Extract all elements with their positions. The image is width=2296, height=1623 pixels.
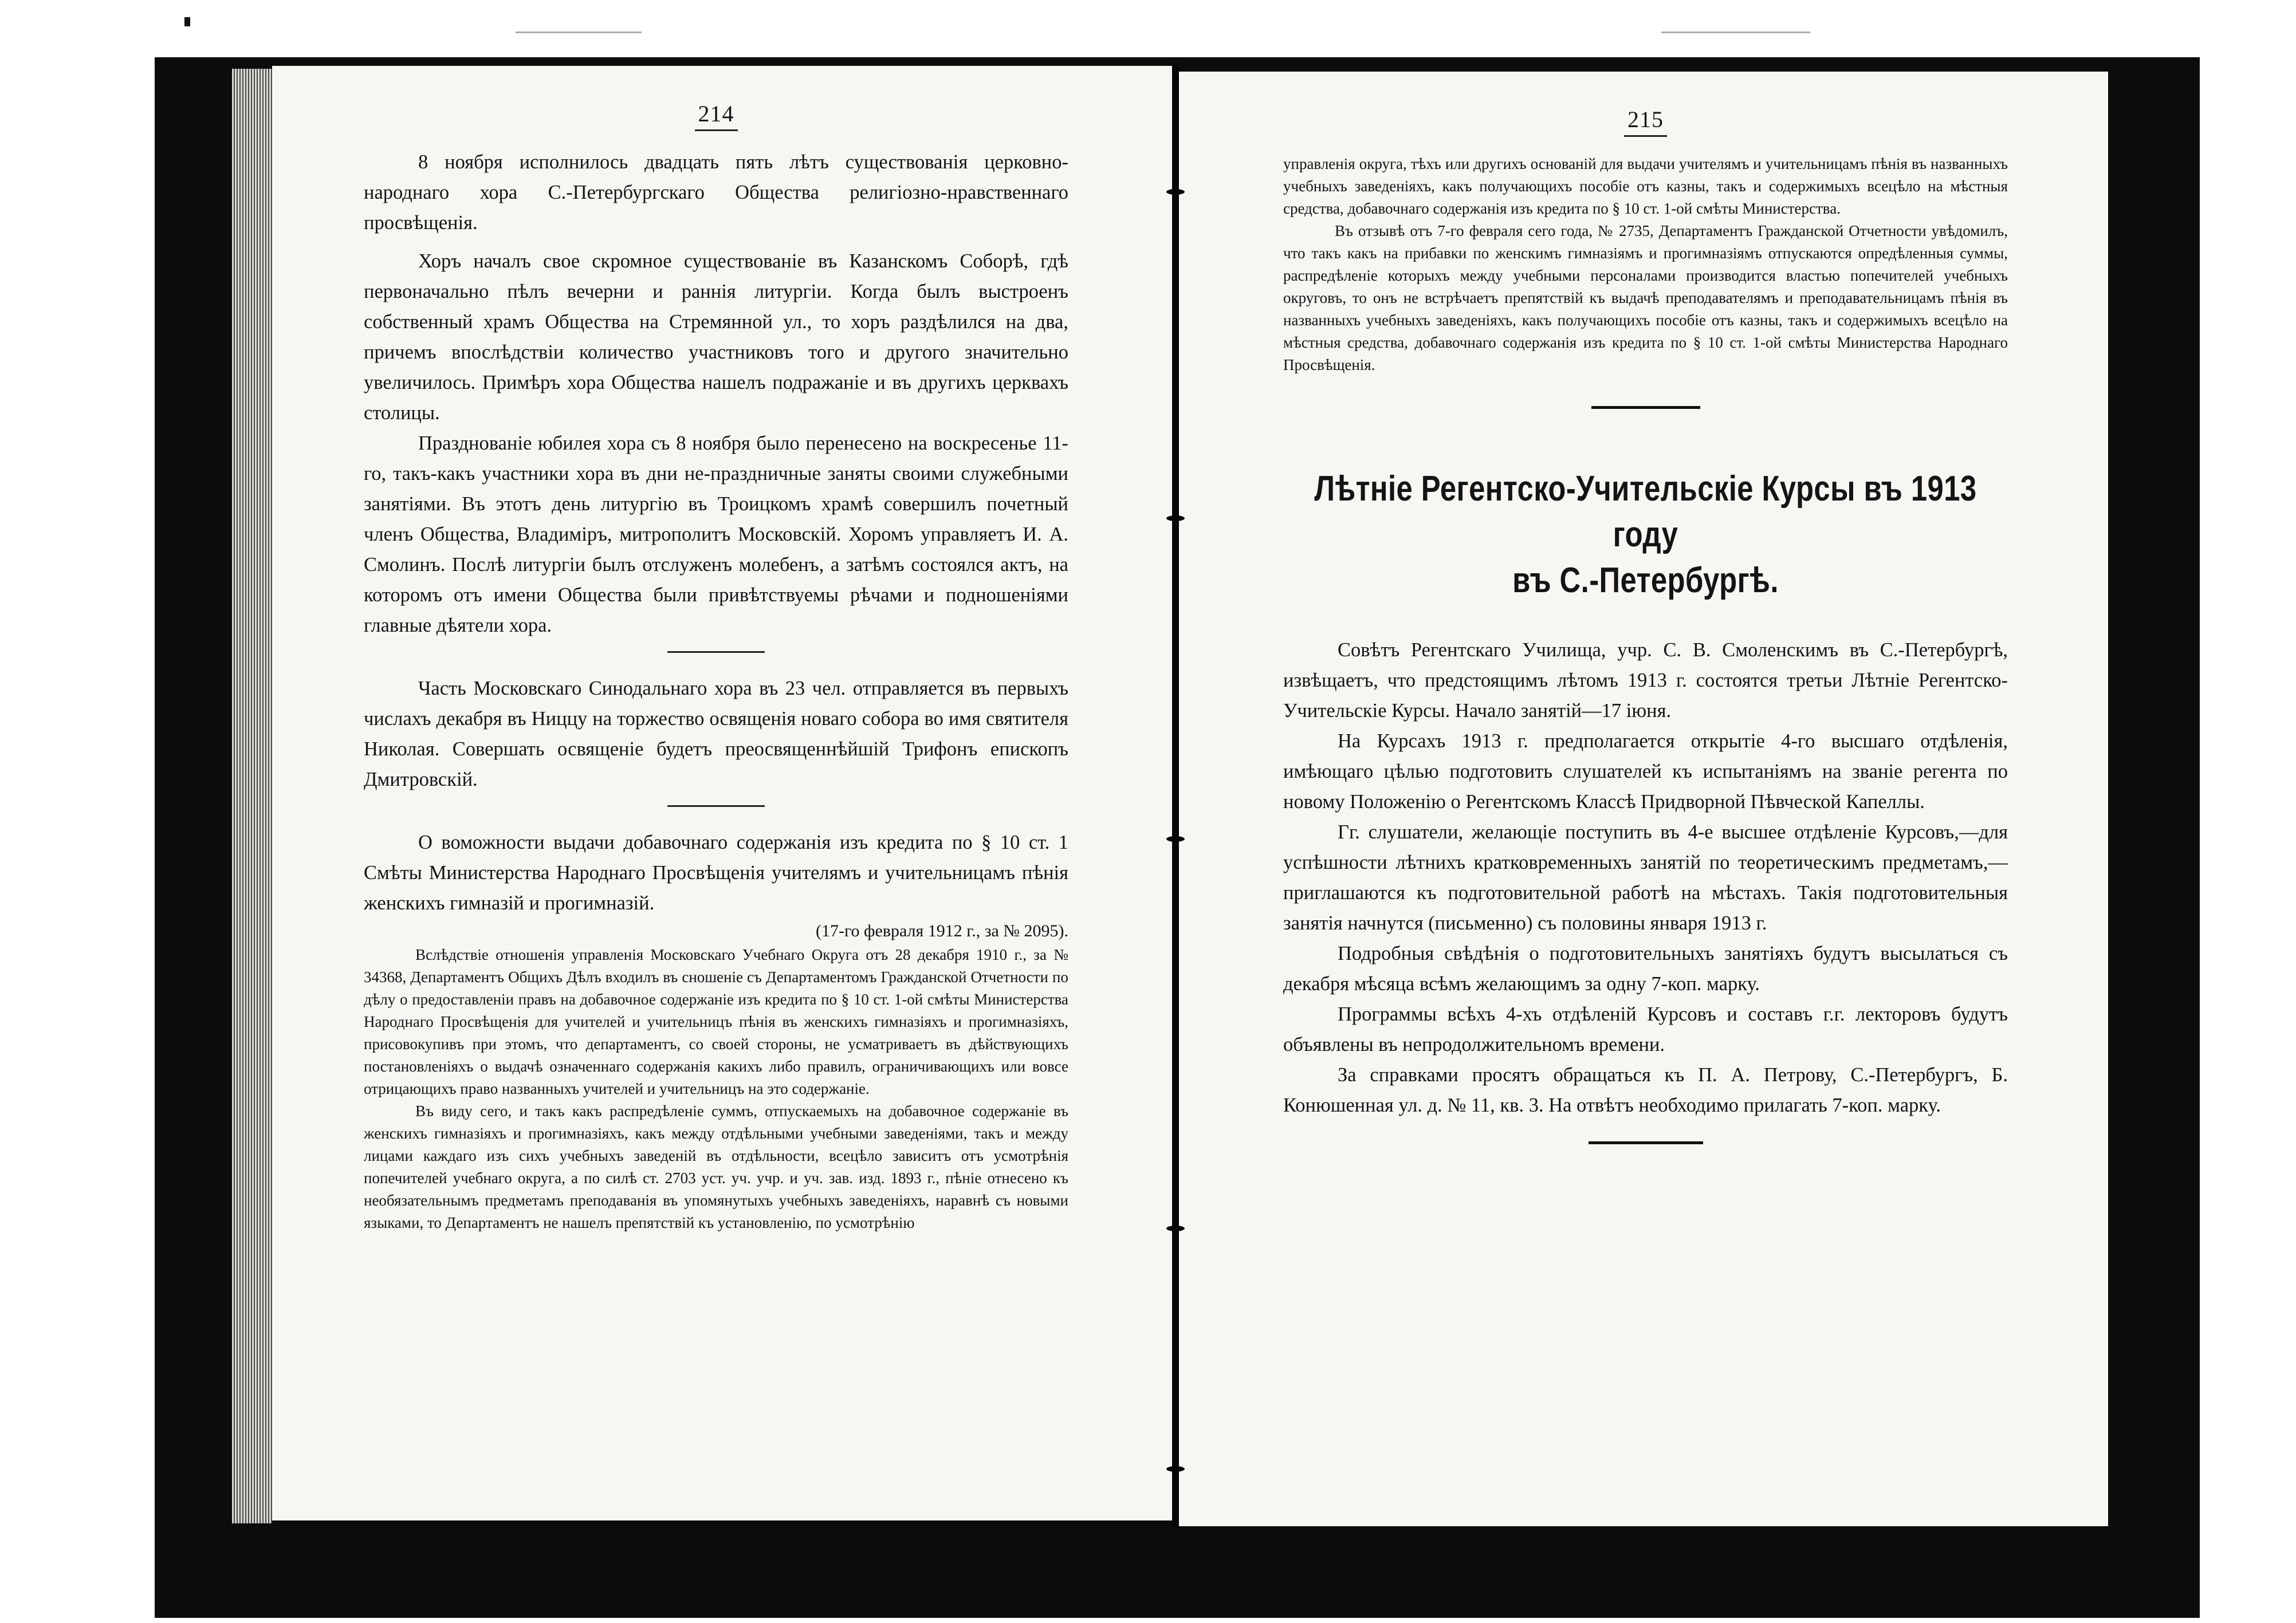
left-page (272, 66, 1174, 1520)
book-spine (1172, 63, 1179, 1529)
article-title: Лѣтніе Регентско-Учительскіе Курсы въ 1913 году въ С.-Петербургѣ. (1314, 469, 1977, 600)
paragraph: управленія округа, тѣхъ или другихъ основаній для выдачи учителямъ и учительницамъ пѣнія въ названныхъ учебныхъ заведеніяхъ, какъ получающихъ пособіе отъ казны, такъ и содержимыхъ всецѣло на мѣстныя средства, добавочнаго содержанія изъ кредита по § 10 ст. 1-ой смѣты Министерства. (1283, 155, 2008, 217)
paragraph: Программы всѣхъ 4-хъ отдѣленій Курсовъ и составъ г.г. лекторовъ будутъ объявлены въ непродолжительномъ времени. (1283, 1003, 2008, 1055)
paragraph: За справками просятъ обращаться къ П. А. Петрову, С.-Петербургъ, Б. Конюшенная ул. д. № 11, кв. 3. На отвѣтъ необходимо прилагать 7-коп. марку. (1283, 1064, 2008, 1116)
paragraph: Въ отзывѣ отъ 7-го февраля сего года, № 2735, Департаментъ Гражданской Отчетности увѣдомилъ, что такъ какъ на прибавки по женскимъ гимназіямъ и прогимназіямъ отпускаются опредѣленныя суммы, распредѣленіе которыхъ между учебными персоналами производится властью попечителей учебныхъ округовъ, то онъ не встрѣчаетъ препятствій къ выдачѣ преподавателямъ и преподавательницамъ пѣнія въ названныхъ учебныхъ заведеніяхъ, какъ получающихъ пособіе отъ казны, такъ и содержимыхъ всецѣло на мѣстныя средства, добавочнаго содержанія изъ кредита по § 10 ст. 1-ой смѣты Министерства Народнаго Просвѣщенія. (1283, 222, 2008, 373)
scan-mark (516, 31, 642, 33)
paragraph: Въ виду сего, и такъ какъ распредѣленіе суммъ, отпускаемыхъ на добавочное содержаніе въ женскихъ гимназіяхъ и прогимназіяхъ, какъ между отдѣльными учебными заведеніями, такъ и между лицами каждаго изъ сихъ учебныхъ заведеній въ отдѣльности, всецѣло зависитъ отъ усмотрѣнія попечителей учебнаго округа, а по силѣ ст. 2703 уст. уч. учр. и уч. зав. изд. 1893 г., пѣніе отнесено къ необязательнымъ предметамъ преподаванія въ упомянутыхъ учебныхъ заведеніяхъ, наравнѣ съ новыми языками, то Департаментъ не нашелъ препятствій къ установленію, по усмотрѣнію (364, 1102, 1068, 1231)
paragraph: Подробныя свѣдѣнія о подготовительныхъ занятіяхъ будутъ высылаться съ декабря мѣсяца всѣмъ желающимъ за одну 7-коп. марку. (1283, 943, 2008, 995)
paragraph: 8 ноября исполнилось двадцать пять лѣтъ существованія церковно-народнаго хора С.-Петербургскаго Общества религіозно-нравственнаго просвѣщенія. (364, 151, 1068, 234)
spine-stitch (1166, 189, 1185, 195)
paragraph: Гг. слушатели, желающіе поступить въ 4-е высшее отдѣленіе Курсовъ,—для успѣшности лѣтнихъ кратковременныхъ занятій по теоретическимъ предметамъ,—приглашаются къ подготовительной работѣ на мѣстахъ. Такія подготовительныя занятія начнутся (письменно) съ половины января 1913 г. (1283, 821, 2008, 934)
scan-mark (184, 17, 190, 26)
paragraph: Часть Московскаго Синодальнаго хора въ 23 чел. отправляется въ первыхъ числахъ декабря въ Ниццу на торжество освященія новаго собора во имя святителя Николая. Совершать освященіе будетъ преосвященнѣйшій Трифонъ епископъ Дмитровскій. (364, 677, 1068, 790)
section-divider (1591, 406, 1700, 409)
document-date: (17-го февраля 1912 г., за № 2095). (815, 921, 1068, 940)
section-divider (667, 805, 765, 807)
paragraph: На Курсахъ 1913 г. предполагается открытіе 4-го высшаго отдѣленія, имѣющаго цѣлью подготовить слушателей къ испытаніямъ на званіе регента по новому Положенію о Регентскомъ Классѣ Придворной Пѣвческой Капеллы. (1283, 730, 2008, 813)
paragraph: Празднованіе юбилея хора съ 8 ноября было перенесено на воскресенье 11-го, такъ-какъ участники хора въ дни не-праздничные заняты своими служебными занятіями. Въ этотъ день литургію въ Троицкомъ храмѣ совершилъ почетный членъ Общества, Владиміръ, митрополитъ Московскій. Хоромъ управляетъ И. А. Смолинъ. Послѣ литургіи былъ отслуженъ молебенъ, а затѣмъ состоялся актъ, на которомъ отъ имени Общества были привѣтствуемы рѣчами и подношеніями главные дѣятели хора. (364, 432, 1068, 636)
section-divider (1589, 1141, 1703, 1144)
scan-mark (1661, 31, 1810, 33)
spine-stitch (1166, 515, 1185, 521)
paragraph: Совѣтъ Регентскаго Училища, учр. С. В. Смоленскимъ въ С.-Петербургѣ, извѣщаетъ, что предстоящимъ лѣтомъ 1913 г. состоятся третьи Лѣтніе Регентско-Учительскіе Курсы. Начало занятій—17 іюня. (1283, 639, 2008, 722)
paragraph: Вслѣдствіе отношенія управленія Московскаго Учебнаго Округа отъ 28 декабря 1910 г., за № 34368, Департаментъ Общихъ Дѣлъ входилъ въ сношеніе съ Департаментомъ Гражданской Отчетности по дѣлу о предоставленіи правъ на добавочное содержаніе изъ кредита по § 10 ст. 1-ой смѣты Министерства Народнаго Просвѣщенія для учителей и учительницъ пѣнія въ женскихъ гимназіяхъ и прогимназіяхъ, присовокупивъ при этомъ, что департаментъ, со своей стороны, не усматриваетъ въ дѣйствующихъ постановленіяхъ о выдачѣ означеннаго содержанія какихъ либо правилъ, ограничивающихъ или вовсе отрицающихъ право названныхъ учителей и учительницъ на это содержаніе. (364, 946, 1068, 1097)
page-number: 215 (1283, 106, 2008, 137)
right-page (1177, 72, 2108, 1526)
section-heading: О воможности выдачи добавочнаго содержанія изъ кредита по § 10 ст. 1 Смѣты Министерства Народнаго Просвѣщенія учителямъ и учительницамъ пѣнія женскихъ гимназій и прогимназій. (364, 832, 1068, 914)
section-divider (667, 651, 765, 653)
spine-stitch (1166, 1466, 1185, 1472)
page-number: 214 (364, 100, 1068, 131)
spine-stitch (1166, 1226, 1185, 1231)
paragraph: Хоръ началъ свое скромное существованіе въ Казанскомъ Соборѣ, гдѣ первоначально пѣлъ вечерни и раннія литургіи. Когда былъ выстроенъ собственный храмъ Общества на Стремянной ул., то хоръ раздѣлился на два, причемъ впослѣдствіи количество участниковъ того и другого значительно увеличилось. Примѣръ хора Общества нашелъ подражаніе и въ другихъ церквахъ столицы. (364, 250, 1068, 424)
spine-stitch (1166, 836, 1185, 842)
book-page-edges (232, 69, 272, 1523)
